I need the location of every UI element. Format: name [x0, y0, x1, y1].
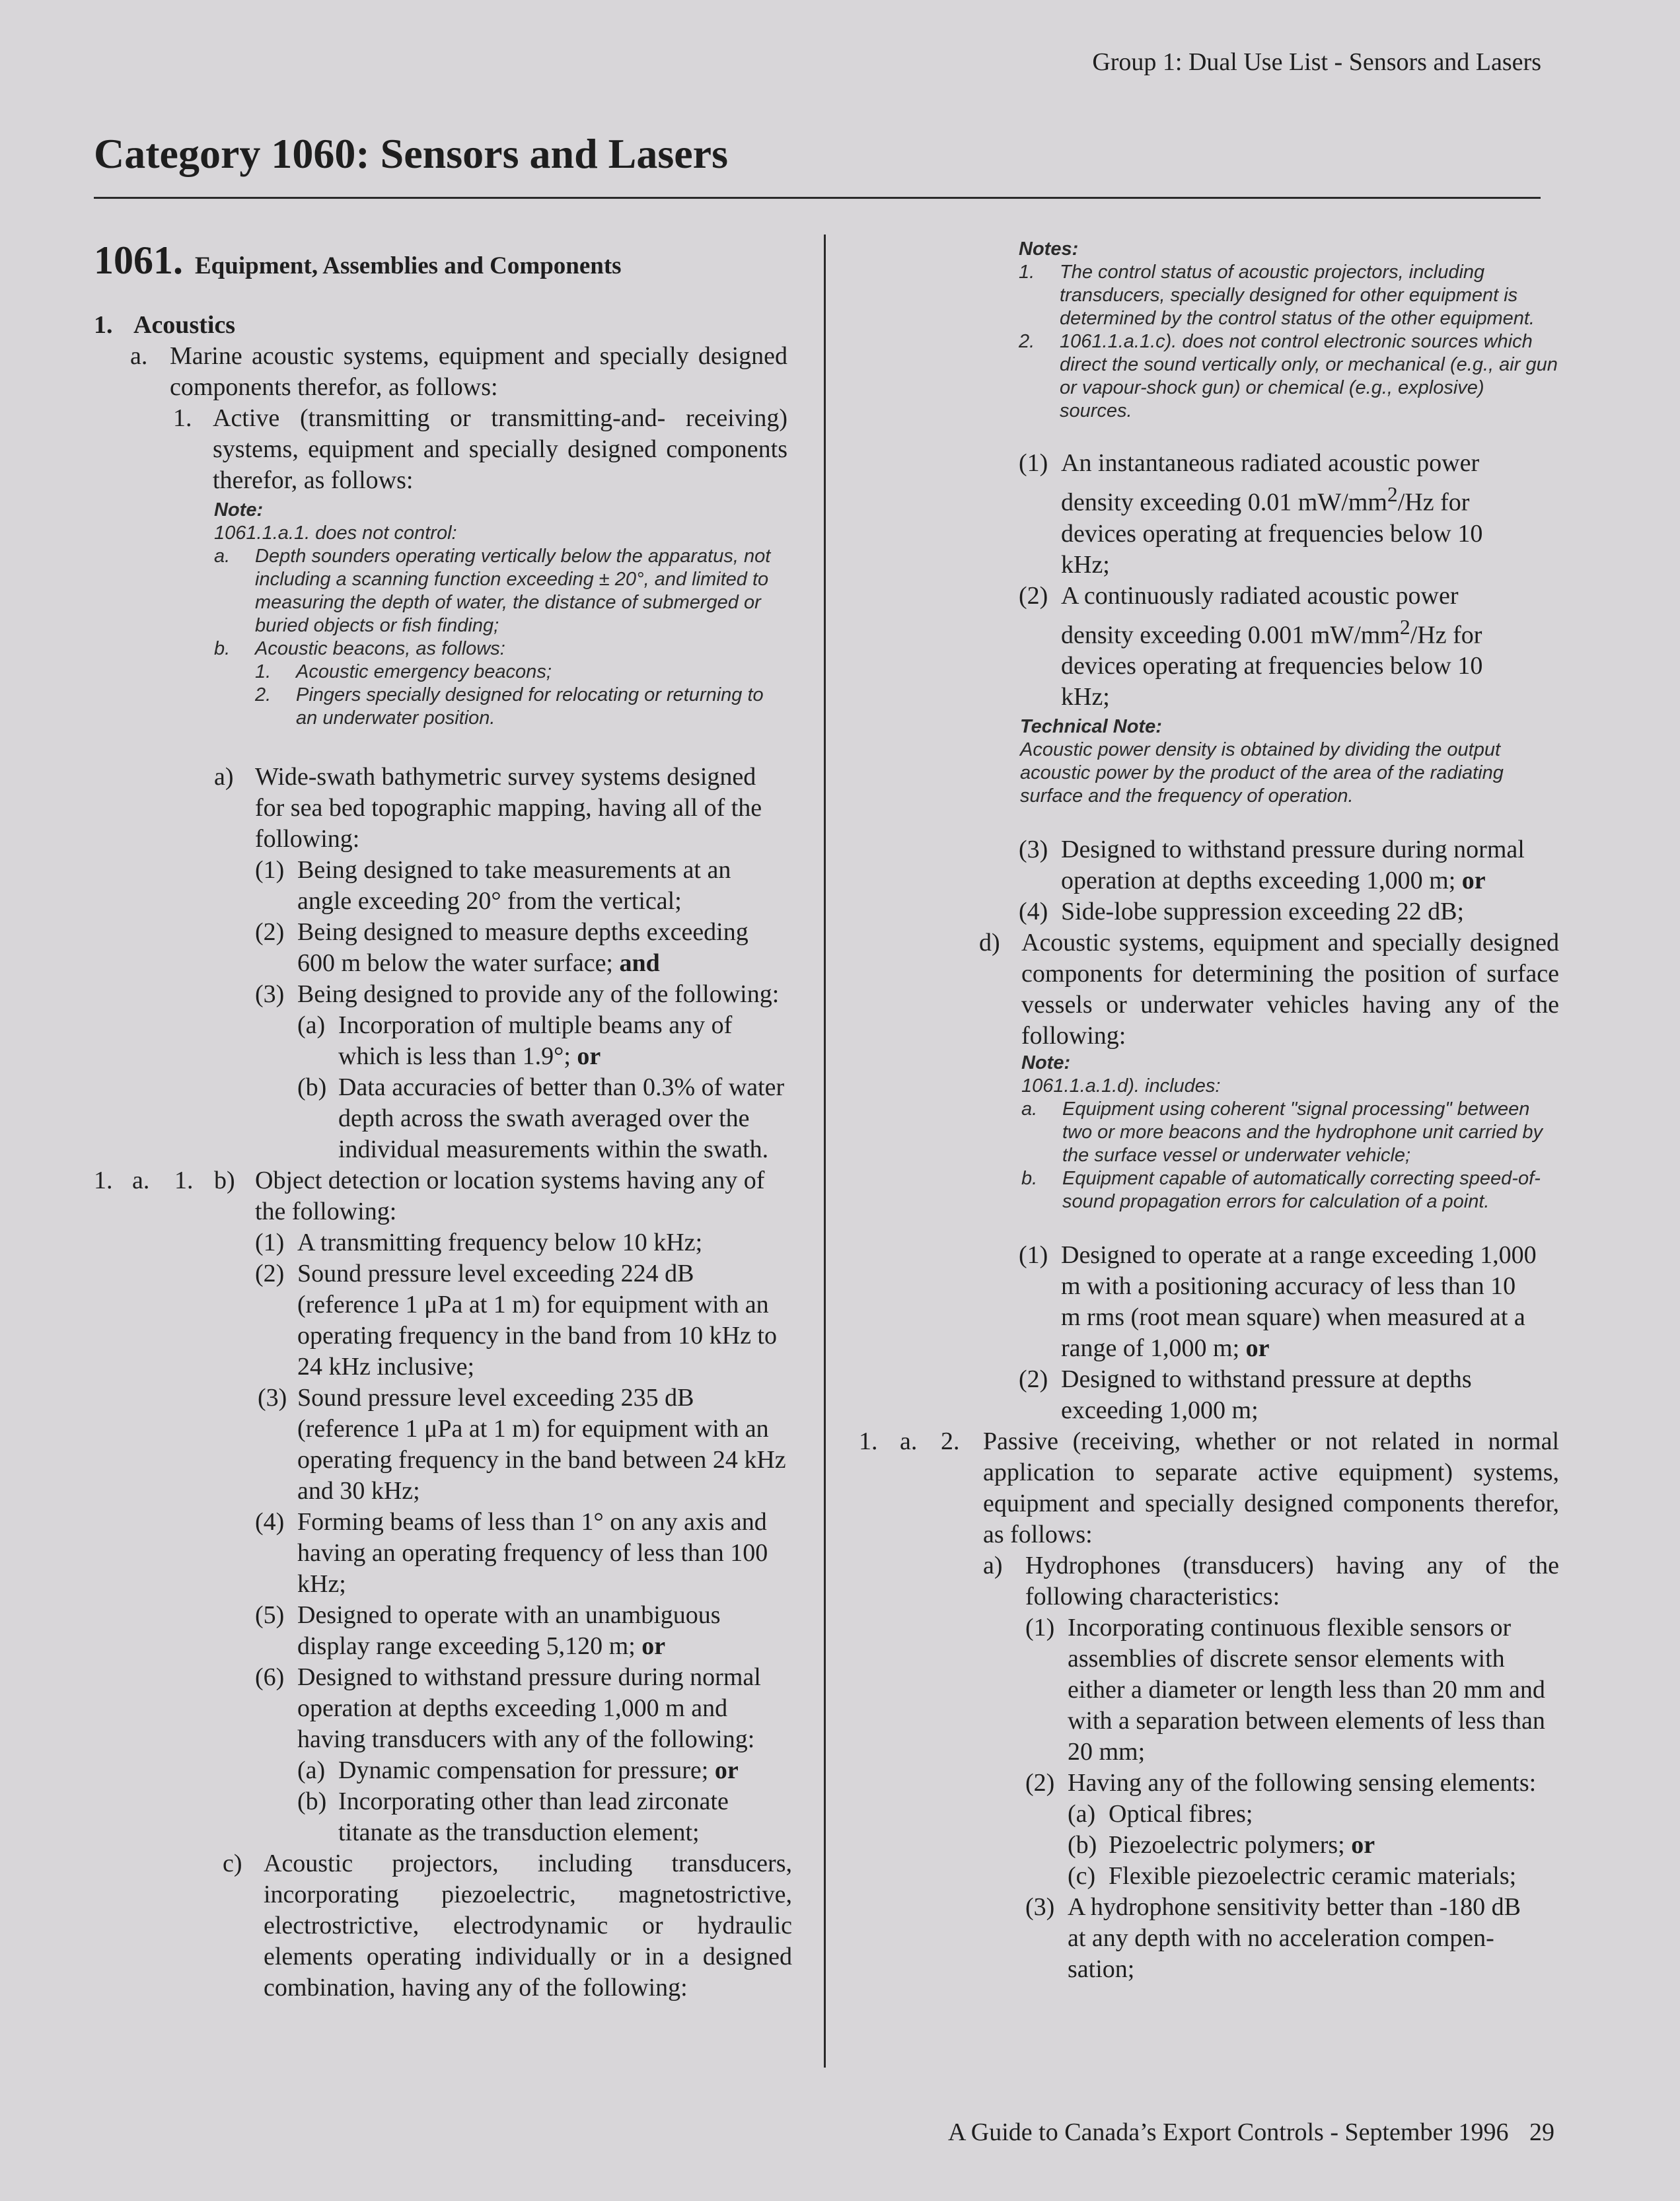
section-heading	[94, 238, 787, 283]
item-1a1d: d) Acoustic systems, equipment and specially designed components for determining the position of surface vessels or underwater vehicles having any of the following:	[979, 929, 1559, 1050]
item-1a1c: c) Acoustic projectors, including transducers, incorporating piezoelectric, magnetostrictive, electrostrictive, electrodynamic or hydraulic elements operating individually or in a designed combination, having any of the following:	[223, 1850, 792, 2002]
item-1a: a. Marine acoustic systems, equipment and specially designed components therefor, as follows:	[130, 342, 787, 401]
item-1a1: 1. Active (transmitting or transmitting-and- receiving) systems, equipment and specially designed components therefor, as follows:	[173, 404, 787, 494]
item-1a2a: a) Hydrophones (transducers) having any of the following characteristics:	[983, 1552, 1559, 1611]
item-1a1a: a) Wide-swath bathymetric survey systems designed for sea bed topographic mapping, having all of the following:	[214, 763, 762, 853]
category-title: Category 1060: Sensors and Lasers	[94, 130, 728, 177]
right-column: Notes: 1. The control status of acoustic projectors, including transducers, specially designed for other equipment is determined by the control status of the other equipment. 2. 1061.1.a.1.c). does not control electronic sources which direct the sound vertically only, or mechanical (e.g., air gun or vapour-shock gun) or chemical (e.g., explosive) sources. (1) An instantaneous radiated acoustic power density exceeding 0.01 $mW/mm^2/Hz$ for devices operating at frequencies below 10 kHz; (2) A continuously radiated acoustic power density exceeding 0.001 $mW/mm^2/Hz$ for devices operating at frequencies below 10 kHz; Technical Note: Acoustic power density is obtained by dividing the output acoustic power by the product of the area of the radiating surface and the frequency of operation. (3) Designed to withstand pressure during normal operation at depths exceeding 1,000 m; or (4) Side-lobe suppression exceeding 22 dB; d) Acoustic systems, equipment and specially designed components for determining the position of surface vessels or underwater vehicles having any of the following: Note: 1061.1.a.1.d). includes: a. Equipment using coherent "signal processing" between two or more beacons and the hydrophone unit carried by the surface vessel or underwater vehicle; b. Equipment capable of automatically correcting speed-of-sound propagation errors for calculation of a point. (1) Designed to operate at a range exceeding 1,000 m with a positioning accuracy of less than 10 m rms (root mean square) when measured at a range of 1,000 m; or (2) Designed to withstand pressure at depths exceeding 1,000 m; 1. a. 2. Passive (receiving, whether or not related in normal application to separate active equipment) systems, equipment and specially designed components therefor, as follows: a) Hydrophones (transducers) having any of the following characteristics: (1) Incorporating continuous flexible sensors or assemblies of discrete sensor elements with either a diameter or length less than 20 mm and with a separation between elements of less than 20 mm; (2) Having any of the following sensing elements: (a) Optical fibres; (b) Piezoelectric polymers; or (c) Flexible piezoelectric ceramic materials; (3) A hydrophone sensitivity better than -180 dB at any depth with no acceleration compen- sation;	[859, 238, 1559, 1984]
column-divider	[824, 235, 826, 2068]
running-header: Group 1: Dual Use List - Sensors and Lasers	[1092, 48, 1541, 76]
page-footer: A Guide to Canada’s Export Controls - September 1996 29	[947, 2118, 1554, 2146]
title-rule	[94, 197, 1541, 199]
section-title: Equipment, Assemblies and Components	[195, 252, 622, 279]
note-1061-1-a-1-d: Note: 1061.1.a.1.d). includes: a. Equipment using coherent "signal processing" between two or more beacons and the hydrophone unit carried by the surface vessel or underwater vehicle; b. Equipment capable of automatically correcting speed-of-sound propagation errors for calculation of a point.	[1021, 1052, 1543, 1213]
page-number: 29	[1529, 2118, 1554, 2146]
notes-projectors: Notes: 1. The control status of acoustic projectors, including transducers, specially designed for other equipment is determined by the control status of the other equipment. 2. 1061.1.a.1.c). does not control electronic sources which direct the sound vertically only, or mechanical (e.g., air gun or vapour-shock gun) or chemical (e.g., explosive) sources.	[1019, 238, 1558, 421]
item-acoustics: 1. Acoustics	[94, 311, 236, 339]
left-column: 1061. Equipment, Assemblies and Components 1. Acoustics a. Marine acoustic systems, equipment and specially designed components therefor, as follows: 1. Active (transmitting or transmitting-and- receiving) systems, equipment and specially designed components therefor, as follows: Note: 1061.1.a.1. does not control: a. Depth sounders operating vertically below the apparatus, not including a scanning function exceeding ± 20°, and limited to measuring the depth of water, the distance of submerged or buried objects or fish finding; b. Acoustic beacons, as follows: 1. Acoustic emergency beacons; 2. Pingers specially designed for relocating or returning to an underwater position. a) Wide-swath bathymetric survey systems designed for sea bed topographic mapping, having all of the following: (1) Being designed to take measurements at an angle exceeding 20° from the vertical; (2) Being designed to measure depths exceeding 600 m below the water surface; and (3) Being designed to provide any of the following: (a) Incorporation of multiple beams any of which is less than 1.9°; or (b) Data accuracies of better than 0.3% of water depth across the swath averaged over the individual measurements within the swath. 1. a. 1. b) Object detection or location systems having any of the following: (1) A transmitting frequency below 10 kHz; (2) Sound pressure level exceeding 224 dB (reference 1 μPa at 1 m) for equipment with an operating frequency in the band from 10 kHz to 24 kHz inclusive; (3) Sound pressure level exceeding 235 dB (reference 1 μPa at 1 m) for equipment with an operating frequency in the band between 24 kHz and 30 kHz; (4) Forming beams of less than 1° on any axis and having an operating frequency of less than 100 kHz; (5) Designed to operate with an unambiguous display range exceeding 5,120 m; or (6) Designed to withstand pressure during normal operation at depths exceeding 1,000 m and having transducers with any of the following: (a) Dynamic compensation for pressure; or (b) Incorporating other than lead zirconate titanate as the transduction element; c) Acoustic projectors, including transducers, incorporating piezoelectric, magnetostrictive, electrostrictive, electrodynamic or hydraulic elements operating individually or in a designed combination, having any of the following:	[94, 238, 787, 2003]
technical-note: Technical Note: Acoustic power density is obtained by dividing the output acoustic power by the product of the area of the radiating surface and the frequency of operation.	[1020, 716, 1504, 807]
item-1a1b: 1. a. 1. b) Object detection or location systems having any of the following:	[94, 1167, 765, 1225]
item-1a2: 1. a. 2. Passive (receiving, whether or not related in normal application to separate active equipment) systems, equipment and specially designed components therefor, as follows:	[859, 1427, 1559, 1549]
section-number: 1061.	[94, 238, 183, 282]
note-1061-1-a-1: Note: 1061.1.a.1. does not control: a. Depth sounders operating vertically below the apparatus, not including a scanning function exceeding ± 20°, and limited to measuring the depth of water, the distance of submerged or buried objects or fish finding; b. Acoustic beacons, as follows: 1. Acoustic emergency beacons; 2. Pingers specially designed for relocating or returning to an underwater position.	[214, 499, 771, 729]
